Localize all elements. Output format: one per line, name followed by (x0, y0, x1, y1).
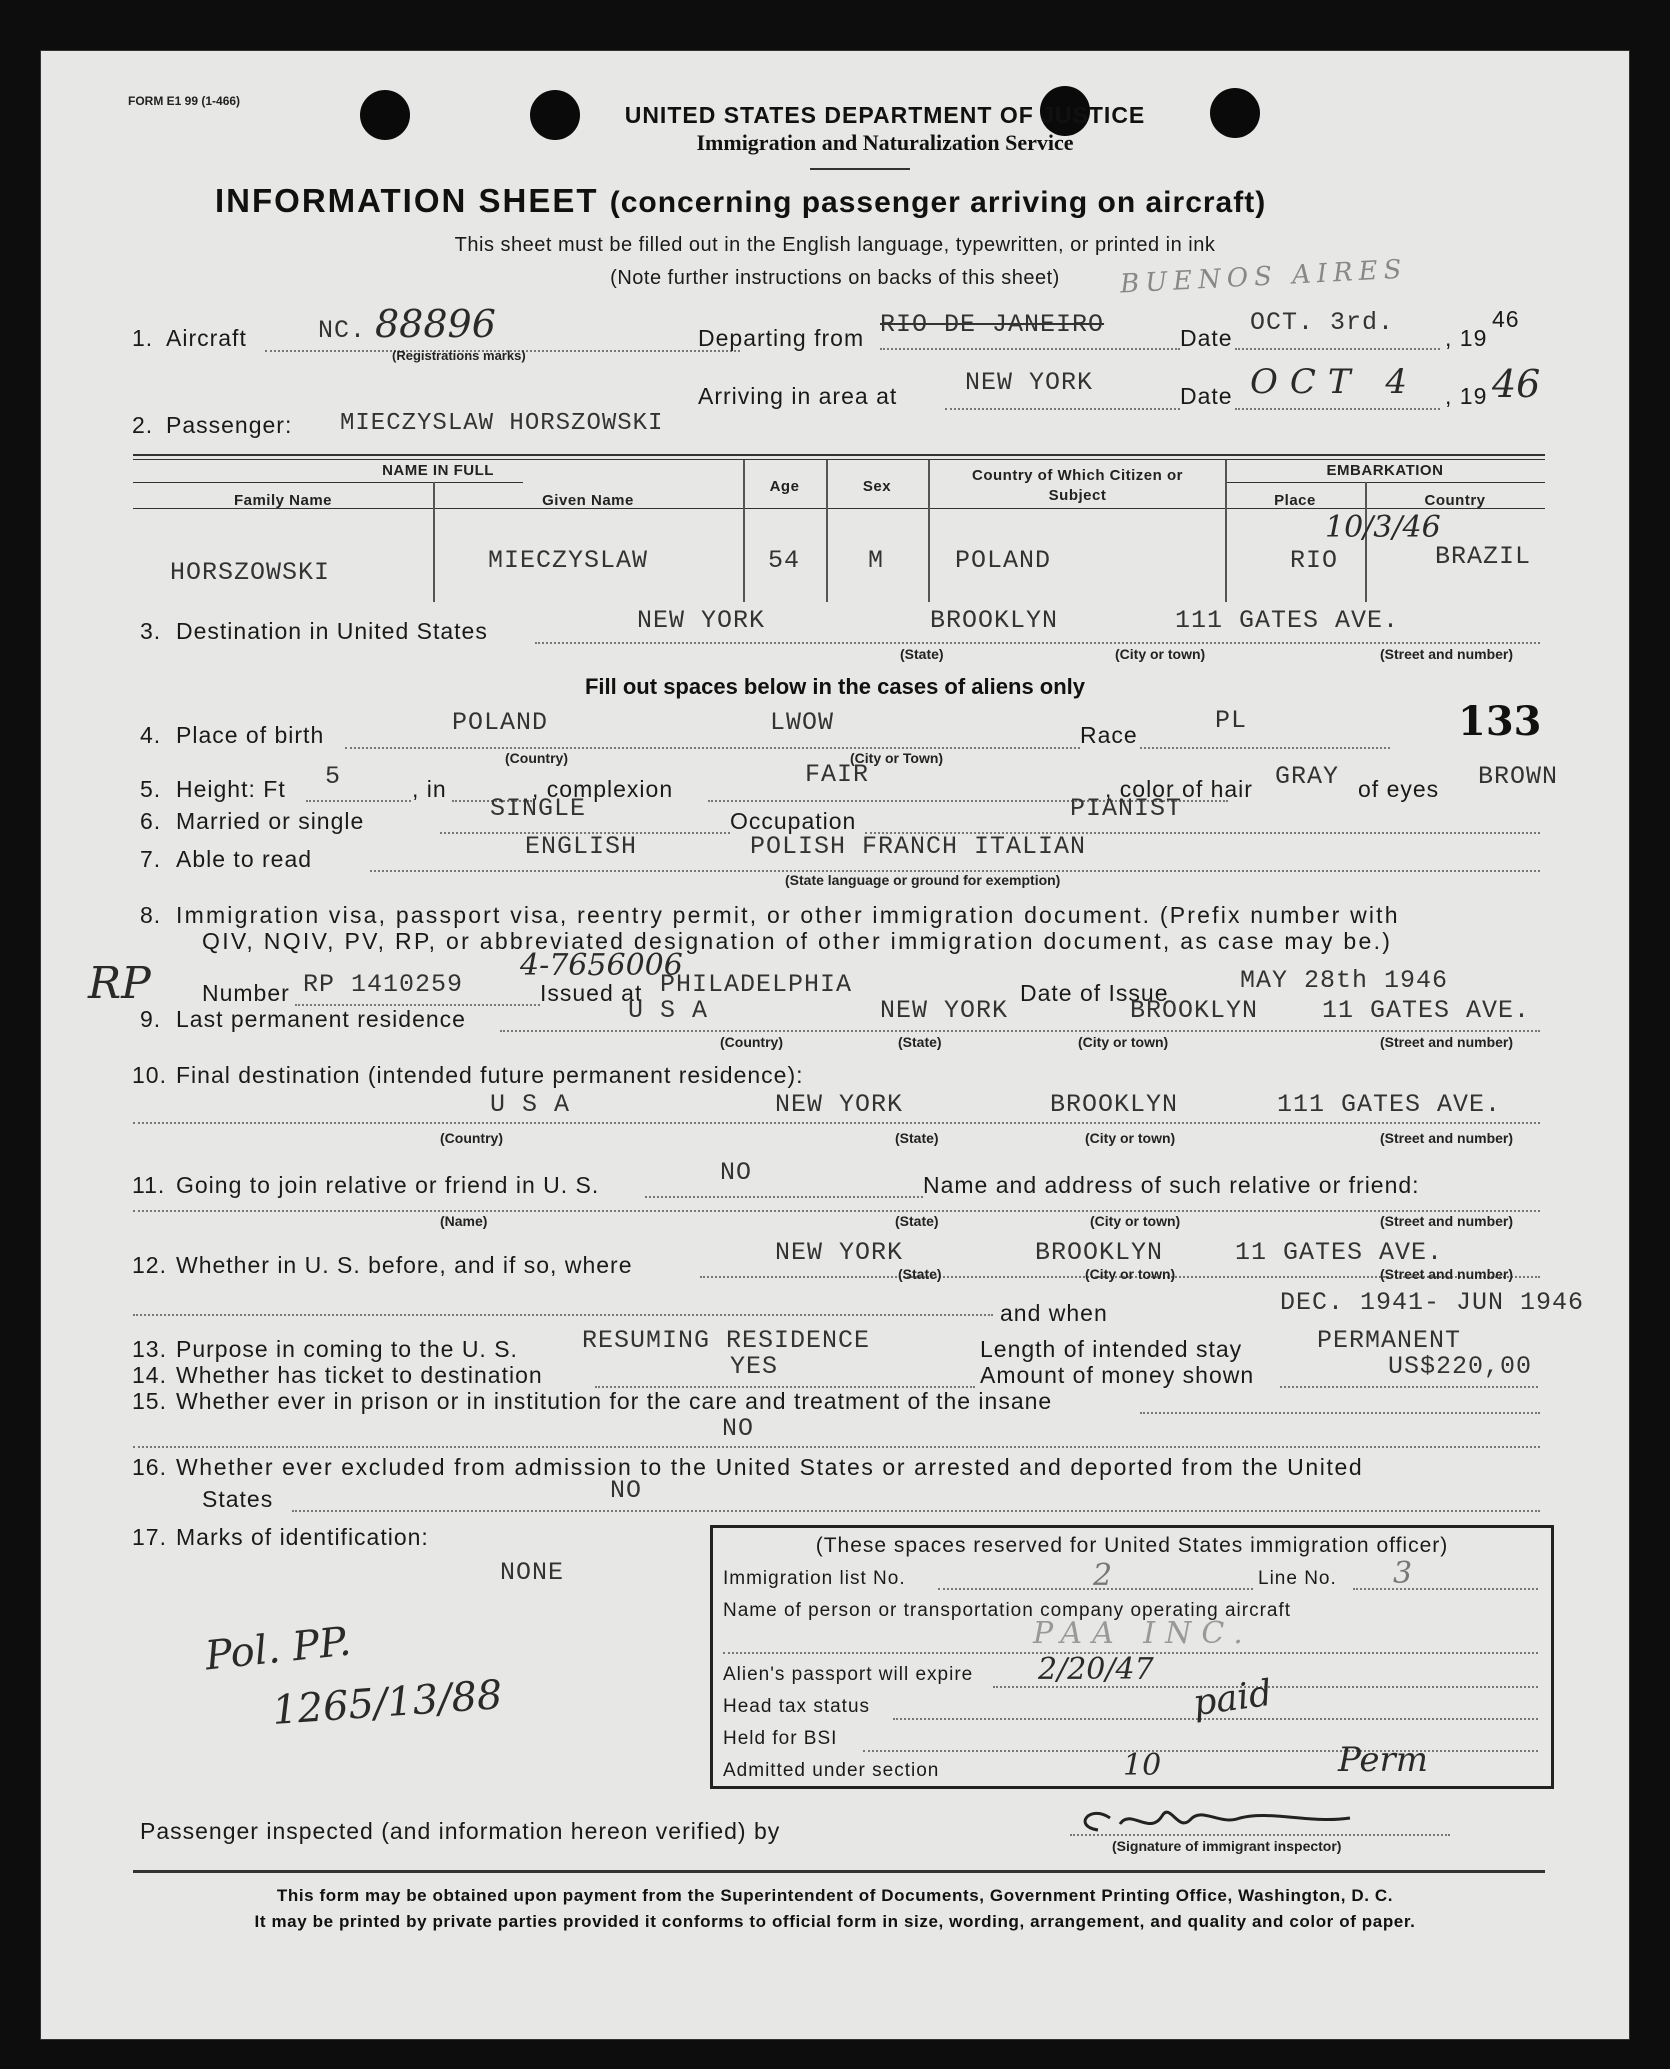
residence-city-caption: (City or town) (1078, 1034, 1169, 1050)
arriving-label: Arriving in area at (698, 383, 898, 409)
item-5-number: 5. (140, 776, 162, 802)
visa-rp-handwritten: RP (88, 958, 151, 1009)
birth-country: POLAND (452, 708, 549, 737)
company-label: Name of person or transportation company operating aircraft (723, 1600, 1292, 1621)
residence-street: 11 GATES AVE. (1322, 996, 1531, 1025)
visa-issued-label: Issued at (540, 980, 643, 1006)
excluded-label-1: Whether ever excluded from admission to the United States or arrested and deported from the United (176, 1454, 1364, 1480)
aliens-only-note: Fill out spaces below in the cases of aliens only (584, 674, 1086, 699)
occupation-value: PIANIST (1070, 794, 1183, 823)
departing-value: RIO DE JANEIRO (880, 310, 1105, 339)
excluded-label-2: States (202, 1486, 274, 1512)
instruction-1: This sheet must be filled out in the English language, typewritten, or printed in ink (454, 234, 1216, 256)
before-state-caption: (State) (898, 1266, 942, 1282)
admitted-value: 10 (1123, 1748, 1162, 1783)
final-city-caption: (City or town) (1085, 1130, 1176, 1146)
occupation-label: Occupation (730, 808, 857, 834)
item-4-number: 4. (140, 722, 162, 748)
destination-state: NEW YORK (637, 606, 766, 635)
before-city-caption: (City or town) (1085, 1266, 1176, 1282)
visa-number-label: Number (202, 980, 290, 1006)
form-title (215, 182, 1266, 220)
admitted-label: Admitted under section (723, 1760, 940, 1781)
age-header: Age (769, 478, 800, 495)
punch-hole (360, 90, 410, 140)
destination-state-caption: (State) (900, 646, 944, 662)
punch-hole (1210, 88, 1260, 138)
final-country: U S A (490, 1090, 571, 1119)
relative-street-caption: (Street and number) (1380, 1213, 1514, 1229)
form-number: FORM E1 99 (1-466) (128, 94, 241, 108)
line-value: 3 (1393, 1556, 1413, 1591)
title-sub: (concerning passenger arriving on aircraft) (609, 186, 1267, 219)
visa-date: MAY 28th 1946 (1240, 966, 1449, 995)
relative-label: Going to join relative or friend in U. S. (176, 1172, 600, 1198)
bsi-label: Held for BSI (723, 1728, 838, 1749)
officer-box-title: (These spaces reserved for United States immigration officer) (815, 1534, 1449, 1557)
married-value: SINGLE (490, 794, 587, 823)
final-street: 111 GATES AVE. (1277, 1090, 1502, 1119)
line-label: Line No. (1258, 1568, 1337, 1589)
stay-value: PERMANENT (1317, 1326, 1462, 1355)
eyes-label: of eyes (1358, 776, 1440, 802)
final-label: Final destination (intended future permanent residence): (176, 1062, 804, 1088)
item-16-number: 16. (132, 1454, 167, 1480)
item-8-number: 8. (140, 902, 162, 928)
signature-caption: (Signature of immigrant inspector) (1112, 1838, 1342, 1854)
arrive-year-handwritten: 46 (1492, 362, 1541, 406)
tax-value: paid (1190, 1672, 1275, 1725)
arriving-value: NEW YORK (965, 368, 1094, 397)
inspector-signature (1070, 1796, 1450, 1836)
prison-value: NO (722, 1414, 755, 1443)
marks-handwritten-2: 1265/13/88 (270, 1672, 504, 1734)
aircraft-label: Aircraft (166, 325, 247, 351)
depart-date: OCT. 3rd. (1250, 308, 1395, 337)
item-15-number: 15. (132, 1388, 167, 1414)
money-label: Amount of money shown (980, 1362, 1255, 1388)
depart-handwritten: BUENOS AIRES (1119, 254, 1409, 300)
final-city: BROOKLYN (1050, 1090, 1179, 1119)
arrive-date-label: Date (1180, 383, 1233, 409)
family-name-value: HORSZOWSKI (170, 558, 331, 587)
destination-city: BROOKLYN (930, 606, 1059, 635)
residence-label: Last permanent residence (176, 1006, 466, 1032)
prison-label: Whether ever in prison or in institution for the care and treatment of the insane (176, 1388, 1053, 1414)
visa-number: RP 1410259 (303, 970, 464, 999)
height-in-label: , in (412, 776, 447, 802)
aircraft-registration: 88896 (375, 302, 496, 346)
age-value: 54 (768, 546, 801, 575)
money-value: US$220,00 (1388, 1352, 1533, 1381)
read-lang-1: ENGLISH (525, 832, 638, 861)
before-street: 11 GATES AVE. (1235, 1238, 1444, 1267)
name-in-full-header: NAME IN FULL (382, 462, 494, 479)
given-name-header: Given Name (542, 492, 634, 509)
ticket-value: YES (730, 1352, 779, 1381)
footer-line-1: This form may be obtained upon payment from the Superintendent of Documents, Government Printing Office, Washington, D. C. (276, 1886, 1394, 1905)
visa-text-1: Immigration visa, passport visa, reentry permit, or other immigration document. (Prefix number with (176, 902, 1400, 928)
punch-hole (530, 90, 580, 140)
before-street-caption: (Street and number) (1380, 1266, 1514, 1282)
visa-number-handwritten: 4-7656006 (520, 948, 683, 983)
final-street-caption: (Street and number) (1380, 1130, 1514, 1146)
company-value: PAA INC. (1033, 1616, 1253, 1651)
item-14-number: 14. (132, 1362, 167, 1388)
final-state-caption: (State) (895, 1130, 939, 1146)
read-caption: (State language or ground for exemption) (785, 872, 1061, 888)
citizen-header: Country of Which Citizen or Subject (972, 467, 1183, 504)
admitted-handwritten: Perm (1338, 1740, 1428, 1780)
hair-value: GRAY (1275, 762, 1340, 791)
before-label: Whether in U. S. before, and if so, where (176, 1252, 633, 1278)
inspected-label: Passenger inspected (and information hereon verified) by (140, 1818, 781, 1844)
list-value: 2 (1093, 1558, 1113, 1593)
relative-value: NO (720, 1158, 753, 1187)
item-11-number: 11. (132, 1172, 166, 1198)
purpose-label: Purpose in coming to the U. S. (176, 1336, 518, 1362)
complexion-value: FAIR (805, 760, 870, 789)
residence-country: U S A (628, 996, 709, 1025)
residence-state-caption: (State) (898, 1034, 942, 1050)
destination-label: Destination in United States (176, 618, 488, 644)
destination-city-caption: (City or town) (1115, 646, 1206, 662)
sex-header: Sex (862, 478, 892, 495)
depart-year: 46 (1492, 306, 1520, 332)
stay-label: Length of intended stay (980, 1336, 1243, 1362)
marks-label: Marks of identification: (176, 1524, 429, 1550)
instruction-2: (Note further instructions on backs of this sheet) (610, 267, 1060, 289)
item-2-number: 2. (132, 412, 154, 438)
race-label: Race (1080, 722, 1138, 748)
tax-label: Head tax status (723, 1696, 871, 1717)
place-value: RIO (1290, 546, 1339, 575)
relative-city-caption: (City or town) (1090, 1213, 1181, 1229)
destination-street-caption: (Street and number) (1380, 646, 1514, 662)
residence-city: BROOKLYN (1130, 996, 1259, 1025)
read-label: Able to read (176, 846, 313, 872)
stamp-number: 133 (1458, 698, 1542, 745)
read-lang-2: POLISH FRANCH ITALIAN (750, 832, 1087, 861)
hair-label: , color of hair (1105, 776, 1253, 802)
eyes-value: BROWN (1478, 762, 1559, 791)
excluded-value: NO (610, 1476, 643, 1505)
birth-label: Place of birth (176, 722, 325, 748)
arrive-year-prefix: , 19 (1445, 383, 1488, 409)
birth-country-caption: (Country) (505, 750, 568, 766)
item-12-number: 12. (132, 1252, 167, 1278)
officer-box (710, 1525, 1554, 1789)
residence-street-caption: (Street and number) (1380, 1034, 1514, 1050)
residence-country-caption: (Country) (720, 1034, 783, 1050)
aircraft-prefix: NC. (318, 316, 367, 345)
information-sheet (40, 50, 1630, 2040)
item-3-number: 3. (140, 618, 162, 644)
item-9-number: 9. (140, 1006, 162, 1032)
citizen-value: POLAND (955, 546, 1052, 575)
footer-line-2: It may be printed by private parties provided it conforms to official form in size, wording, arrangement, and quality and color of paper. (254, 1912, 1416, 1931)
place-header: Place (1274, 492, 1316, 509)
title-main: INFORMATION SHEET (215, 182, 599, 219)
passport-label: Alien's passport will expire (723, 1664, 974, 1685)
depart-year-prefix: , 19 (1445, 325, 1488, 351)
birth-town-caption: (City or Town) (850, 750, 944, 766)
marks-value: NONE (500, 1558, 565, 1587)
relative-state-caption: (State) (895, 1213, 939, 1229)
list-label: Immigration list No. (723, 1568, 906, 1589)
visa-text-2: QIV, NQIV, PV, RP, or abbreviated designation of other immigration document, as case may be.) (202, 928, 1393, 954)
registration-caption: (Registrations marks) (392, 348, 526, 363)
ticket-label: Whether has ticket to destination (176, 1362, 543, 1388)
item-6-number: 6. (140, 808, 162, 834)
passport-value: 2/20/47 (1038, 1652, 1154, 1687)
embarkation-header: EMBARKATION (1326, 462, 1444, 479)
country-header: Country (1424, 492, 1486, 509)
before-when-label: and when (1000, 1300, 1108, 1326)
sex-value: M (868, 546, 885, 575)
purpose-value: RESUMING RESIDENCE (582, 1326, 871, 1355)
before-state: NEW YORK (775, 1238, 904, 1267)
given-name-value: MIECZYSLAW (488, 546, 649, 575)
department-name: UNITED STATES DEPARTMENT OF JUSTICE (624, 102, 1146, 128)
item-7-number: 7. (140, 846, 162, 872)
height-label: Height: Ft (176, 776, 286, 802)
family-name-header: Family Name (233, 492, 333, 509)
height-ft: 5 (325, 762, 342, 791)
before-when: DEC. 1941- JUN 1946 (1280, 1288, 1585, 1317)
passenger-label: Passenger: (166, 412, 293, 438)
birth-town: LWOW (770, 708, 835, 737)
item-1-number: 1. (132, 325, 154, 351)
visa-date-label: Date of Issue (1020, 980, 1169, 1006)
passenger-value: MIECZYSLAW HORSZOWSKI (340, 410, 664, 437)
departing-label: Departing from (698, 325, 865, 351)
final-state: NEW YORK (775, 1090, 904, 1119)
item-13-number: 13. (132, 1336, 167, 1362)
depart-date-label: Date (1180, 325, 1233, 351)
relative-name-caption: (Name) (440, 1213, 488, 1229)
race-value: PL (1215, 706, 1248, 735)
item-17-number: 17. (132, 1524, 167, 1550)
complexion-label: , complexion (532, 776, 674, 802)
residence-state: NEW YORK (880, 996, 1009, 1025)
marks-handwritten-1: Pol. PP. (202, 1618, 354, 1680)
arrive-date-handwritten: OCT 4 (1250, 362, 1420, 402)
final-country-caption: (Country) (440, 1130, 503, 1146)
married-label: Married or single (176, 808, 365, 834)
place-handwritten: 10/3/46 (1325, 510, 1441, 545)
visa-issued: PHILADELPHIA (660, 970, 853, 999)
destination-street: 111 GATES AVE. (1175, 606, 1400, 635)
before-city: BROOKLYN (1035, 1238, 1164, 1267)
service-name: Immigration and Naturalization Service (696, 130, 1074, 155)
item-10-number: 10. (132, 1062, 167, 1088)
country-value: BRAZIL (1435, 542, 1532, 571)
relative-name-label: Name and address of such relative or friend: (923, 1172, 1420, 1198)
